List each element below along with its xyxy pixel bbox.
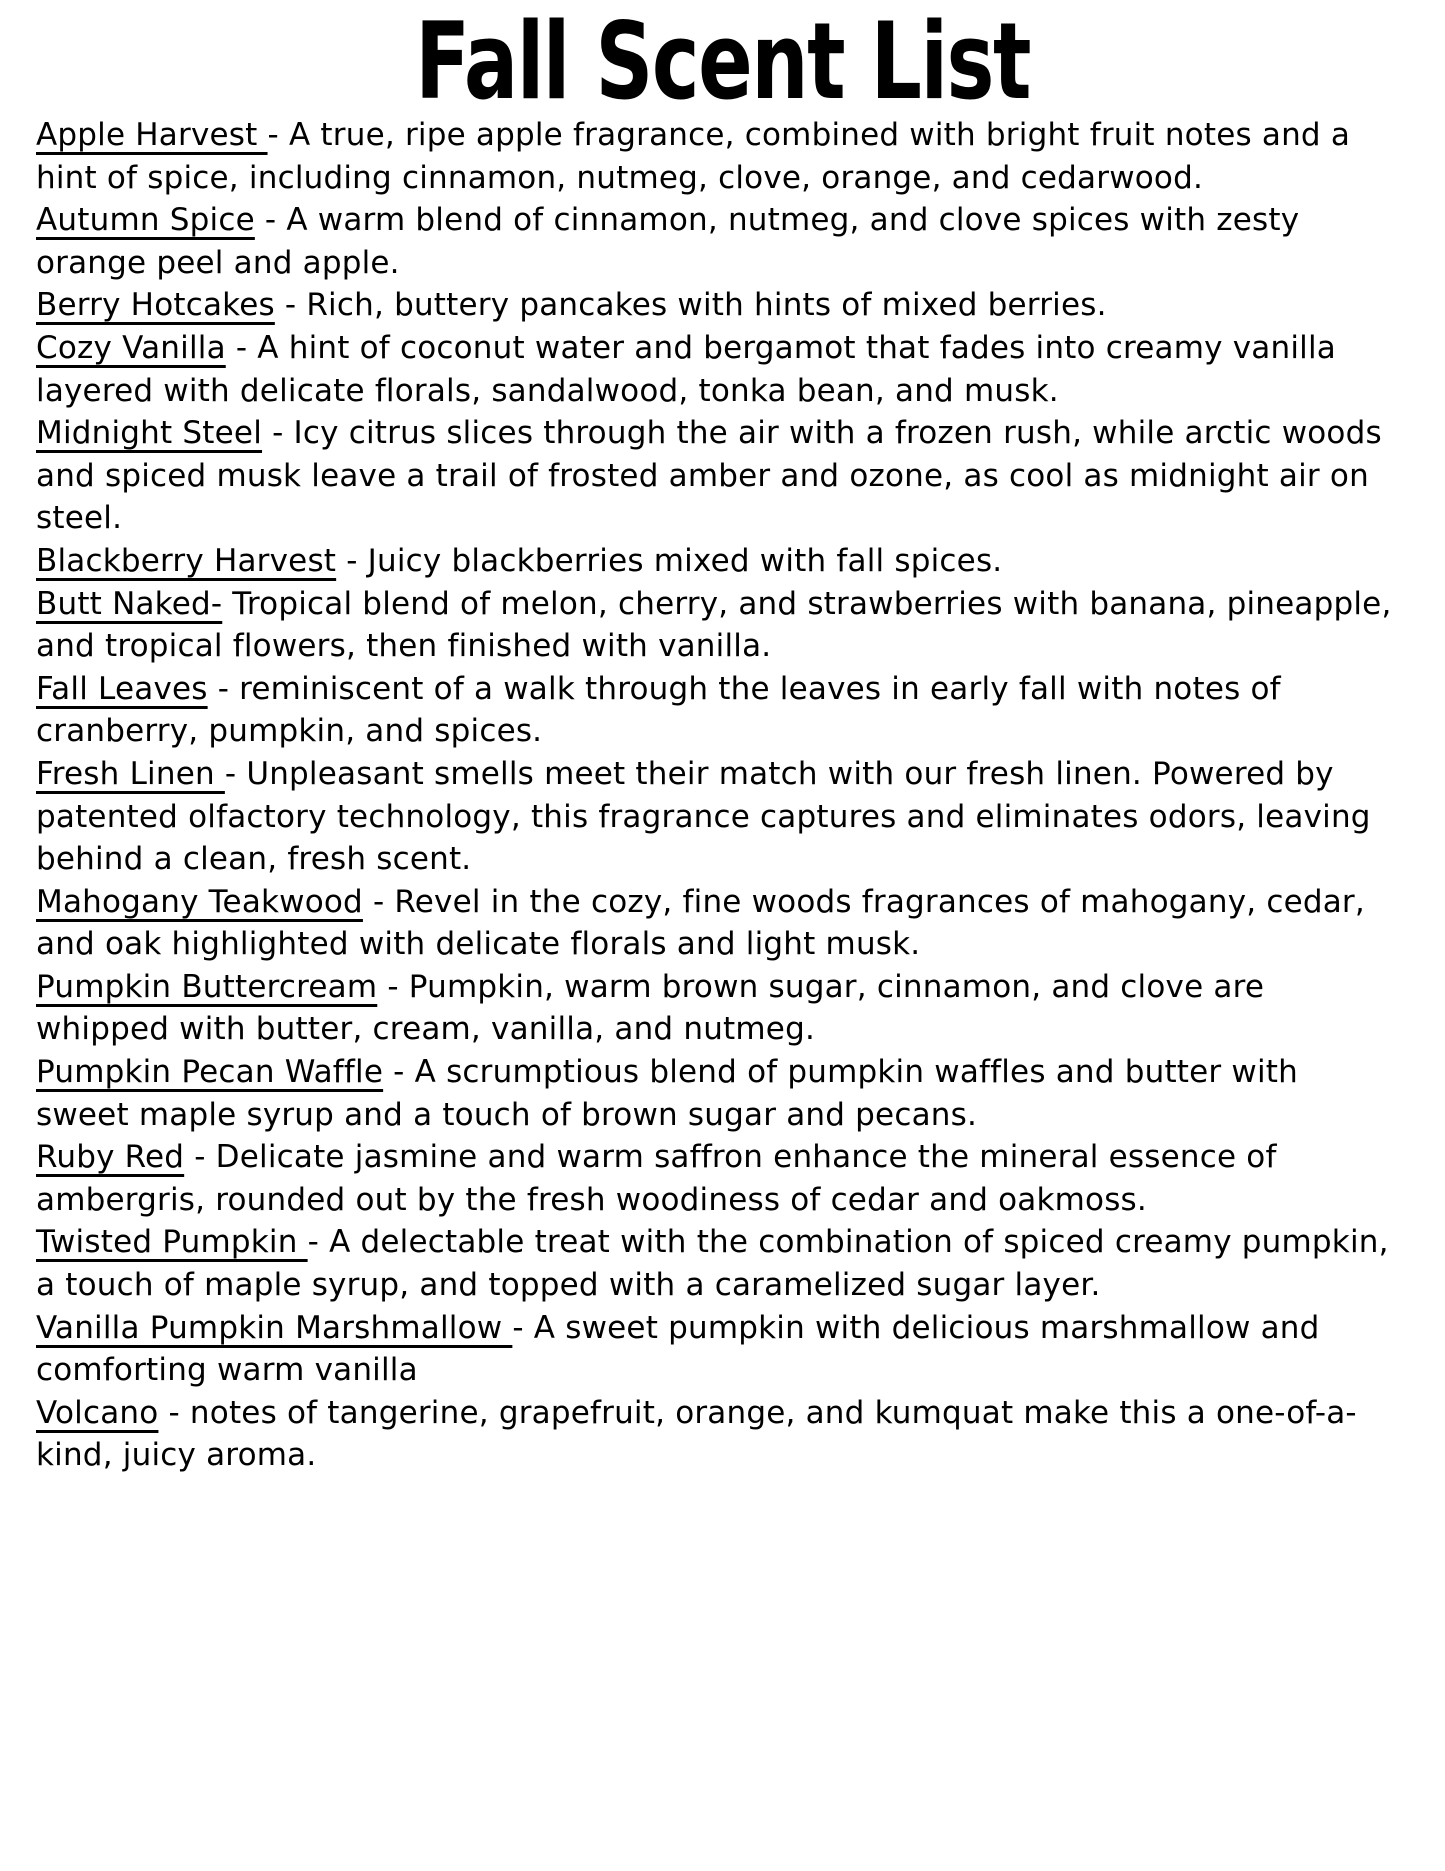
scent-entry: [36, 199, 1393, 284]
scent-name: Apple Harvest: [36, 117, 268, 153]
scent-entry: [36, 114, 1393, 199]
scent-entry: [36, 583, 1393, 668]
scent-description: - Rich, buttery pancakes with hints of mixed berries.: [274, 287, 1107, 324]
scent-description: - A hint of coconut water and bergamot that fades into creamy vanilla layered with delicate florals, sandalwood, tonka bean, and musk.: [36, 329, 1336, 409]
scent-entry: [36, 327, 1393, 412]
scent-entry: [36, 1136, 1393, 1221]
scent-name: Butt Naked-: [36, 585, 223, 622]
scent-description: - notes of tangerine, grapefruit, orange, and kumquat make this a one-of-a-kind, juicy aroma.: [36, 1394, 1357, 1474]
scent-entry: [36, 540, 1393, 583]
scent-description: - Icy citrus slices through the air with a frozen rush, while arctic woods and spiced musk leave a trail of frosted amber and ozone, as cool as midnight air on steel.: [36, 415, 1382, 537]
scent-description: Tropical blend of melon, cherry, and strawberries with banana, pineapple, and tropical flowers, then finished with vanilla.: [36, 585, 1392, 665]
scent-description: - A sweet pumpkin with delicious marshmallow and comforting warm vanilla: [36, 1309, 1320, 1389]
scent-entry: [36, 668, 1393, 753]
scent-name: Pumpkin Buttercream: [36, 968, 378, 1005]
scent-name: Pumpkin Pecan Waffle: [36, 1054, 384, 1091]
scent-name: Fall Leaves: [36, 670, 208, 707]
scent-entry: [36, 1051, 1393, 1136]
scent-entry: [36, 1307, 1393, 1392]
scent-name: Twisted Pumpkin: [36, 1224, 308, 1261]
scent-name: Midnight Steel: [36, 415, 263, 452]
scent-description: - A delectable treat with the combination of spiced creamy pumpkin, a touch of maple syrup, and topped with a caramelized sugar layer.: [36, 1224, 1389, 1304]
scent-name: Autumn Spice: [36, 202, 255, 239]
scent-description: - Delicate jasmine and warm saffron enhance the mineral essence of ambergris, rounded out by the fresh woodiness of cedar and oakmoss.: [36, 1139, 1277, 1218]
scent-description: - A true, ripe apple fragrance, combined with bright fruit notes and a hint of spice, including cinnamon, nutmeg, clove, orange, and cedarwood.: [36, 117, 1351, 196]
scent-description: - Pumpkin, warm brown sugar, cinnamon, and clove are whipped with butter, cream, vanilla, and nutmeg.: [36, 968, 1265, 1048]
scent-entry: [36, 881, 1393, 966]
scent-name: Blackberry Harvest: [36, 542, 337, 579]
scent-description: - Revel in the cozy, fine woods fragrances of mahogany, cedar, and oak highlighted with delicate florals and light musk.: [36, 883, 1365, 963]
scent-description: - Juicy blackberries mixed with fall spices.: [336, 542, 1003, 579]
scent-name: Vanilla Pumpkin Marshmallow: [36, 1309, 513, 1346]
scent-entry: [36, 753, 1393, 881]
scent-entry: [36, 284, 1393, 327]
scent-name: Mahogany Teakwood: [36, 883, 363, 920]
scent-description: - A warm blend of cinnamon, nutmeg, and clove spices with zesty orange peel and apple.: [36, 202, 1300, 281]
scent-description: - reminiscent of a walk through the leaves in early fall with notes of cranberry, pumpkin, and spices.: [36, 670, 1281, 750]
scent-description: - A scrumptious blend of pumpkin waffles and butter with sweet maple syrup and a touch of brown sugar and pecans.: [36, 1054, 1298, 1133]
scent-list: [0, 110, 1445, 1477]
scent-name: Berry Hotcakes: [36, 287, 275, 324]
page-title: Fall Scent List: [415, 0, 1030, 123]
scent-name: Cozy Vanilla: [36, 329, 226, 366]
scent-name: Volcano: [36, 1394, 159, 1431]
scent-entry: [36, 1221, 1393, 1306]
scent-entry: [36, 1392, 1393, 1477]
scent-entry: [36, 966, 1393, 1051]
scent-entry: [36, 412, 1393, 540]
scent-name: Ruby Red: [36, 1139, 185, 1176]
scent-name: Fresh Linen: [36, 755, 225, 792]
scent-description: - Unpleasant smells meet their match with our fresh linen. Powered by patented olfactory technology, this fragrance captures and eliminates odors, leaving behind a clean, fresh scent.: [36, 755, 1371, 878]
title-area: [0, 0, 1445, 123]
